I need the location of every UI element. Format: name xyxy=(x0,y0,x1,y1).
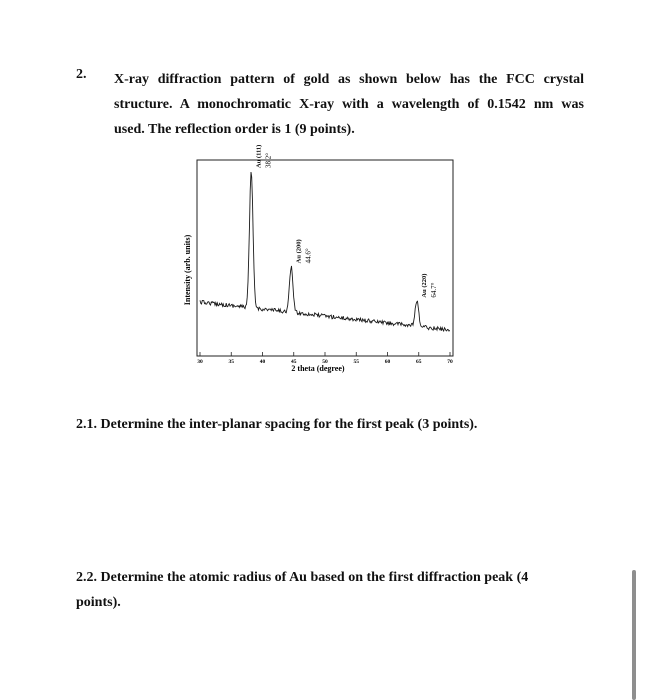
plot-frame xyxy=(197,160,453,356)
x-tick-label: 65 xyxy=(416,359,422,365)
x-tick-label: 70 xyxy=(447,359,453,365)
y-axis-label: Intensity (arb. units) xyxy=(183,234,192,306)
x-tick-label: 50 xyxy=(322,359,328,365)
question-line-2: structure. A monochromatic X-ray with a wavelength of 0.1542 nm was xyxy=(114,97,584,112)
x-tick-label: 60 xyxy=(384,359,391,365)
question-number: 2. xyxy=(76,67,87,82)
subquestion-2-1: 2.1. Determine the inter-planar spacing for the first peak (3 points). xyxy=(76,417,478,432)
chart-axes xyxy=(197,160,453,356)
x-tick-label: 35 xyxy=(228,359,234,365)
peak-angle: 38.2° xyxy=(264,152,273,168)
x-tick-label: 55 xyxy=(353,359,359,365)
question-line-1: X-ray diffraction pattern of gold as shown below has the FCC crystal xyxy=(114,72,584,87)
peak-label: Au (111) xyxy=(255,144,263,168)
diffraction-curve xyxy=(200,172,450,331)
peak-label: Au (220) xyxy=(420,273,428,298)
x-axis-label: 2 theta (degree) xyxy=(291,364,345,373)
x-tick-label: 40 xyxy=(259,359,266,365)
scrollbar[interactable] xyxy=(632,570,636,700)
peak-labels xyxy=(255,145,438,298)
x-tick-label: 45 xyxy=(291,359,297,365)
peak-angle: 44.6° xyxy=(304,248,313,264)
peak-angle: 64.7° xyxy=(429,282,438,298)
question-line-3: used. The reflection order is 1 (9 points). xyxy=(114,122,355,137)
peak-label: Au (200) xyxy=(295,239,303,264)
subquestion-2-2: 2.2. Determine the atomic radius of Au based on the first diffraction peak (4 points). xyxy=(76,570,529,610)
x-tick-label: 30 xyxy=(197,359,203,365)
